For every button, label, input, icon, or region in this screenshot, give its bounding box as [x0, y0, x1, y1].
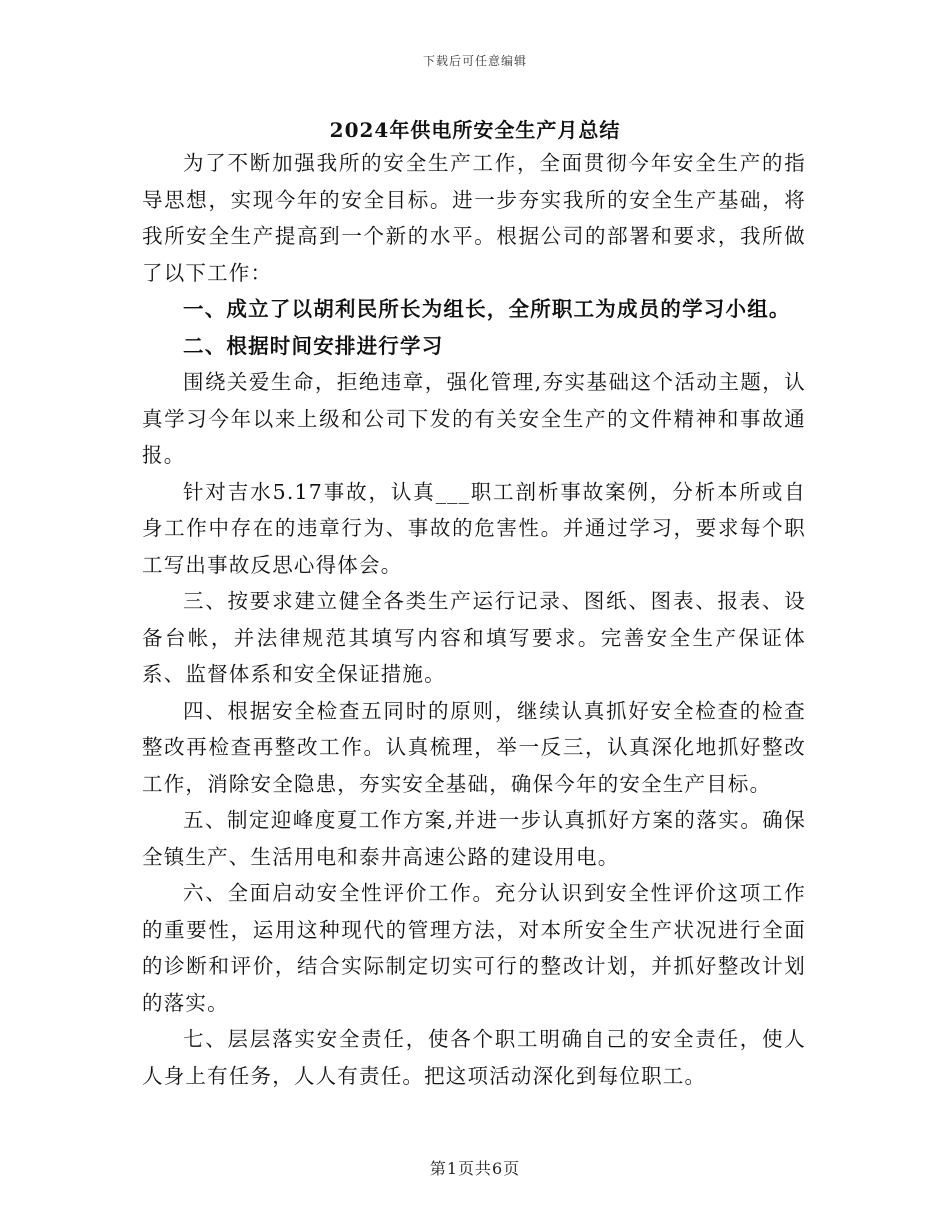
page-number: 第1页共6页 [429, 1159, 521, 1178]
paragraph-section-7: 七、层层落实安全责任，使各个职工明确自己的安全责任，使人人身上有任务，人人有责任。把这项活动深化到每位职工。 [142, 1027, 806, 1088]
paragraph-study-theme: 围绕关爱生命，拒绝违章，强化管理,夯实基础这个活动主题，认真学习今年以来上级和公司下发的有关安全生产的文件精神和事故通报。 [142, 370, 806, 467]
header-note: 下载后可任意编辑 [422, 54, 527, 68]
paragraph-section-6: 六、全面启动安全性评价工作。充分认识到安全性评价这项工作的重要性，运用这种现代的管理方法，对本所安全生产状况进行全面的诊断和评价，结合实际制定切实可行的整改计划，并抓好整改计划的落实。 [142, 881, 806, 1015]
paragraph-section-3: 三、按要求建立健全各类生产运行记录、图纸、图表、报表、设备台帐，并法律规范其填写内容和填写要求。完善安全生产保证体系、监督体系和安全保证措施。 [142, 589, 806, 686]
document-title: 2024年供电所安全生产月总结 [329, 118, 621, 142]
paragraph-section-2: 二、根据时间安排进行学习 [183, 333, 444, 358]
paragraph-accident-analysis: 针对吉水5.17事故，认真___职工剖析事故案例，分析本所或自身工作中存在的违章行为、事故的危害性。并通过学习，要求每个职工写出事故反思心得体会。 [142, 479, 806, 577]
paragraph-intro: 为了不断加强我所的安全生产工作，全面贯彻今年安全生产的指导思想，实现今年的安全目标。进一步夯实我所的安全生产基础，将我所安全生产提高到一个新的水平。根据公司的部署和要求，我所做了以下工作： [142, 151, 806, 285]
paragraph-section-1: 一、成立了以胡利民所长为组长，全所职工为成员的学习小组。 [183, 297, 791, 321]
paragraph-section-5: 五、制定迎峰度夏工作方案,并进一步认真抓好方案的落实。确保全镇生产、生活用电和泰井高速公路的建设用电。 [142, 808, 806, 869]
document-body [142, 145, 806, 1094]
paragraph-section-4: 四、根据安全检查五同时的原则，继续认真抓好安全检查的检查整改再检查再整改工作。认真梳理，举一反三，认真深化地抓好整改工作，消除安全隐患，夯实安全基础，确保今年的安全生产目标。 [142, 698, 806, 796]
